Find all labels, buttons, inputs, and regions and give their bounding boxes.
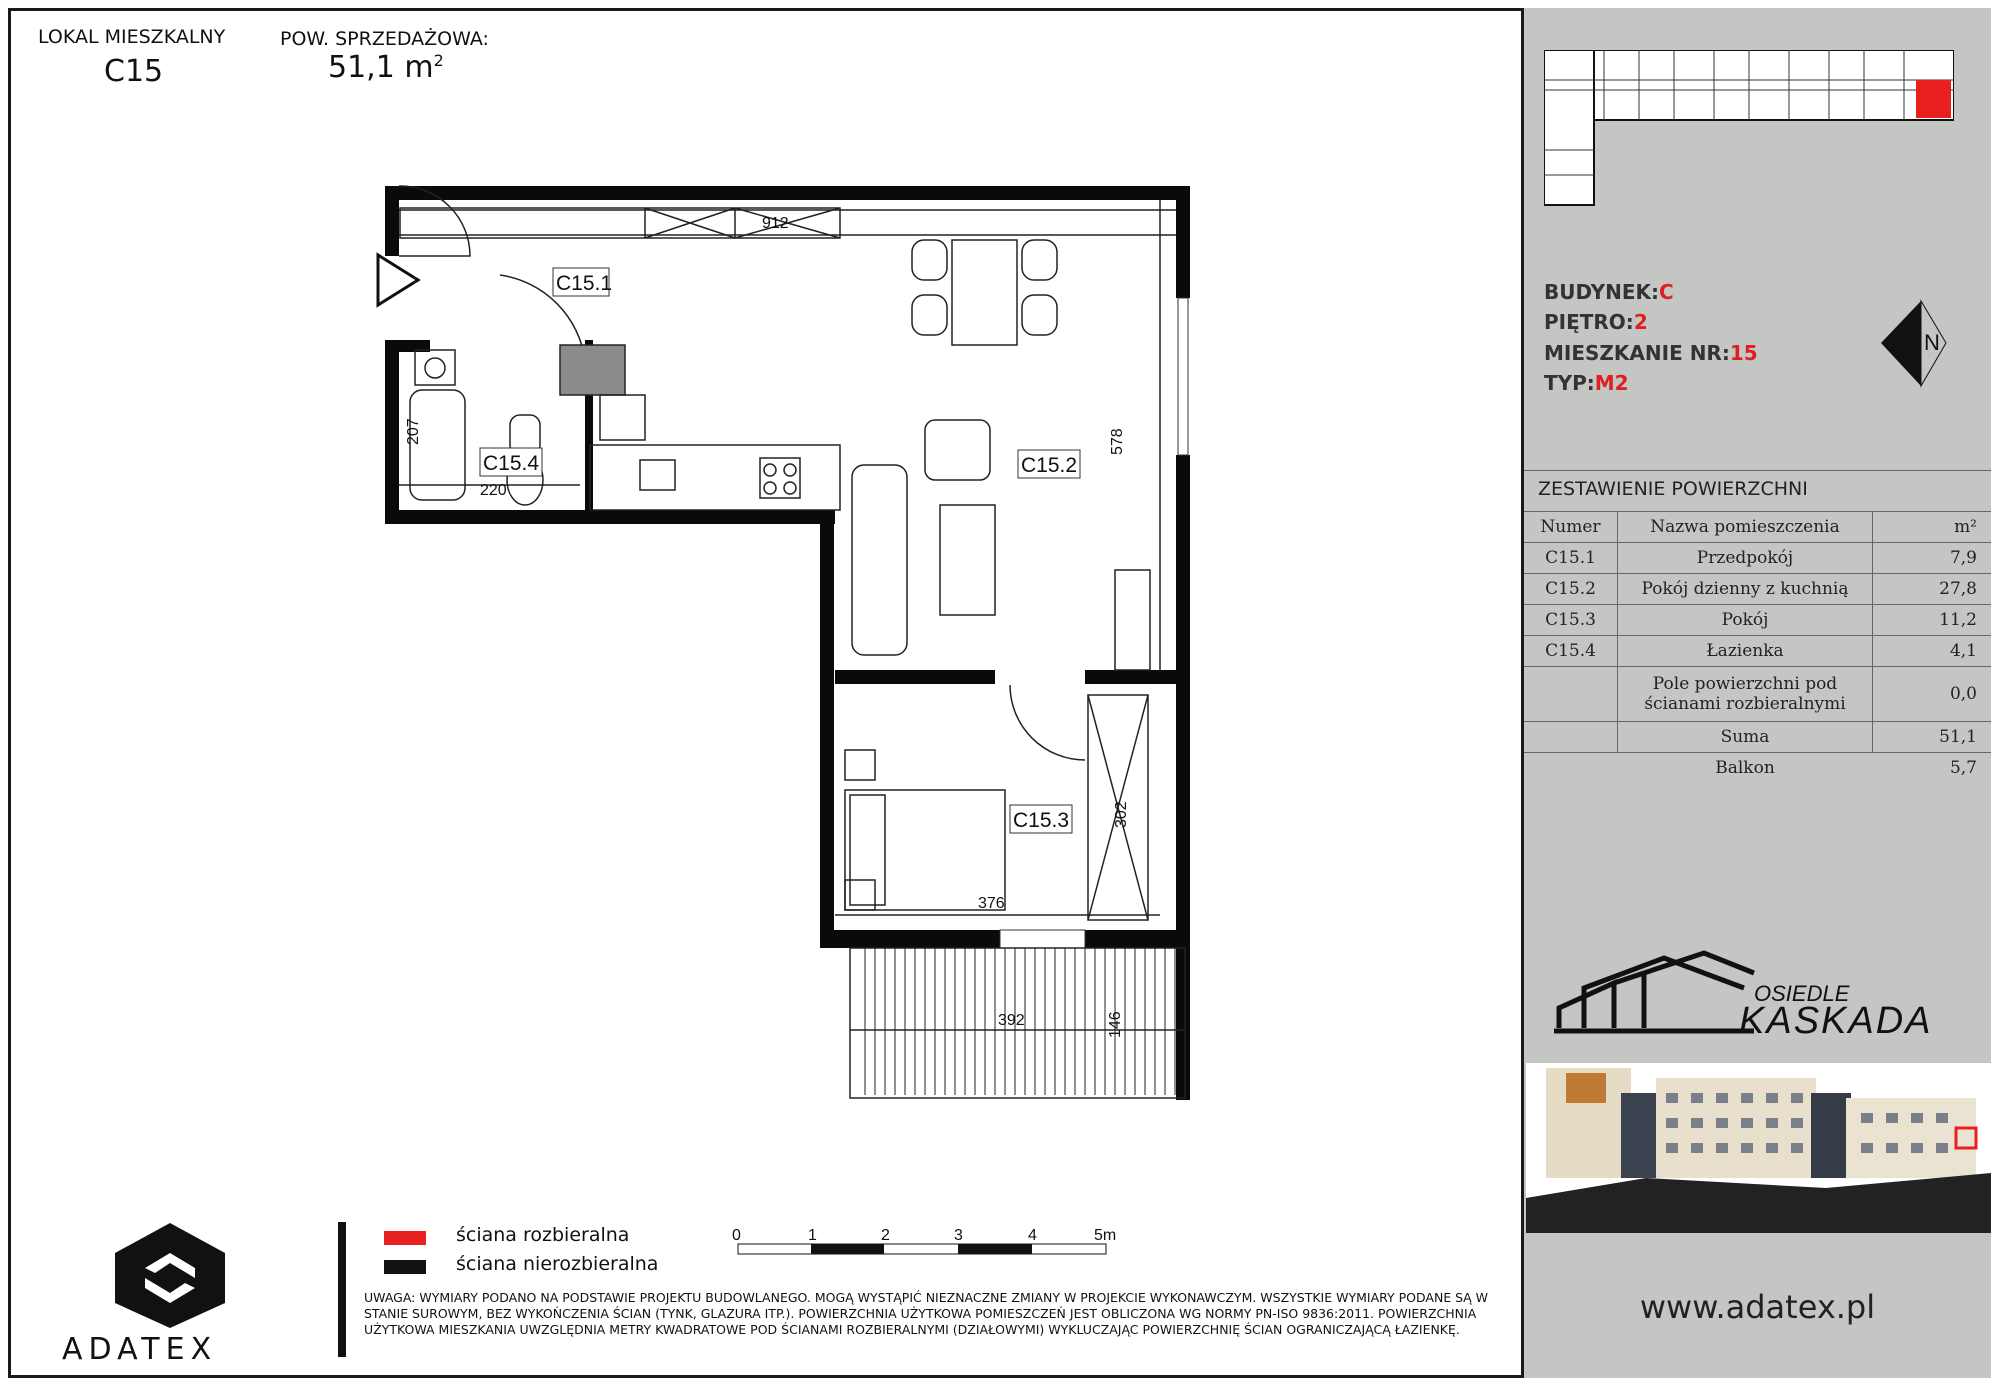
svg-text:KASKADA: KASKADA <box>1739 1000 1933 1042</box>
dim-label: 912 <box>762 215 789 232</box>
entrance-arrow-icon <box>378 255 418 305</box>
website-url[interactable]: www.adatex.pl <box>1639 1288 1876 1326</box>
room-label: C15.2 <box>1021 454 1078 477</box>
scale-tick: 5m <box>1094 1227 1117 1244</box>
table-row: C15.1 Przedpokój 7,9 <box>1524 543 1991 574</box>
estate-logo-icon <box>1554 943 1974 1043</box>
room-label: C15.3 <box>1013 809 1070 832</box>
building-info: BUDYNEK:C <box>1544 280 1674 304</box>
scale-tick: 1 <box>808 1227 817 1244</box>
table-row: C15.3 Pokój 11,2 <box>1524 605 1991 636</box>
floor-info: PIĘTRO:2 <box>1544 310 1648 334</box>
area-label: POW. SPRZEDAŻOWA: <box>280 28 489 50</box>
scale-tick: 0 <box>732 1227 741 1244</box>
dim-label: 302 <box>1113 801 1130 828</box>
scale-tick: 3 <box>954 1227 963 1244</box>
floor-plan <box>370 180 1190 1100</box>
table-row: C15.4 Łazienka 4,1 <box>1524 636 1991 667</box>
unit-label: LOKAL MIESZKALNY <box>38 26 226 48</box>
svg-text:N: N <box>1924 330 1940 355</box>
dim-label: 578 <box>1109 428 1126 455</box>
removable-wall-label: ściana rozbieralna <box>456 1224 630 1246</box>
fixed-wall-label: ściana nierozbieralna <box>456 1253 659 1275</box>
table-row: Suma 51,1 <box>1524 722 1991 753</box>
company-name: ADATEX <box>62 1332 218 1367</box>
dim-label: 392 <box>998 1012 1025 1029</box>
room-label: C15.4 <box>483 452 540 475</box>
table-row: Balkon 5,7 <box>1524 753 1991 784</box>
fixed-wall-swatch <box>384 1260 426 1274</box>
key-plan <box>1544 50 1954 210</box>
dim-label: 207 <box>405 418 422 445</box>
type-info: TYP:M2 <box>1544 371 1629 395</box>
table-row: Pole powierzchni pod ścianami rozbieralnymi 0,0 <box>1524 667 1991 722</box>
svg-text:OSIEDLE: OSIEDLE <box>1754 981 1850 1006</box>
apartment-info: MIESZKANIE NR:15 <box>1544 341 1758 365</box>
area-value: 51,1 $m^2$ <box>328 50 444 85</box>
table-row: C15.2 Pokój dzienny z kuchnią 27,8 <box>1524 574 1991 605</box>
removable-wall-swatch <box>384 1231 426 1245</box>
dim-label: 146 <box>1107 1011 1124 1038</box>
scale-bar <box>728 1222 1148 1262</box>
room-label: C15.1 <box>556 272 613 295</box>
scale-tick: 4 <box>1028 1227 1037 1244</box>
fixed-walls <box>385 186 1190 1100</box>
dim-label: 220 <box>480 482 507 499</box>
info-panel <box>1521 8 1991 1378</box>
table-header-row: Numer Nazwa pomieszczenia m² <box>1524 512 1991 543</box>
disclaimer-note: UWAGA: WYMIARY PODANO NA PODSTAWIE PROJEKTU BUDOWLANEGO. MOGĄ WYSTĄPIĆ NIEZNACZNE ZMIANY W PROJEKCIE WYKONAWCZYM. WSZYSTKIE WYMIARY PODANE SĄ W STANIE SUROWYM, BEZ WYKOŃCZENIA ŚCIAN (TYNK, GLAZURA ITP.). POWIERZCHNIA UŻYTKOWA POMIESZCZEŃ JEST OBLICZONA WG NORMY PN-ISO 9836:2011. POWIERZCHNIA UŻYTKOWA MIESZKANIA UWZGLĘDNIA METRY KWADRATOWE POD ŚCIANAMI ROZBIERALNYMI (DZIAŁOWYMI) WYKLUCZAJĄC POWIERZCHNIĘ ŚCIAN OGRANICZAJĄCĄ ŁAZIENKĘ. <box>364 1290 1489 1337</box>
area-table <box>1524 511 1991 783</box>
adatex-logo-icon <box>105 1218 235 1328</box>
legend-divider <box>338 1222 346 1357</box>
building-render <box>1526 1063 1991 1233</box>
north-arrow-icon <box>1876 298 1956 393</box>
dim-label: 376 <box>978 895 1005 912</box>
summary-title: ZESTAWIENIE POWIERZCHNI <box>1538 478 1808 500</box>
scale-tick: 2 <box>881 1227 890 1244</box>
unit-id: C15 <box>104 54 164 89</box>
